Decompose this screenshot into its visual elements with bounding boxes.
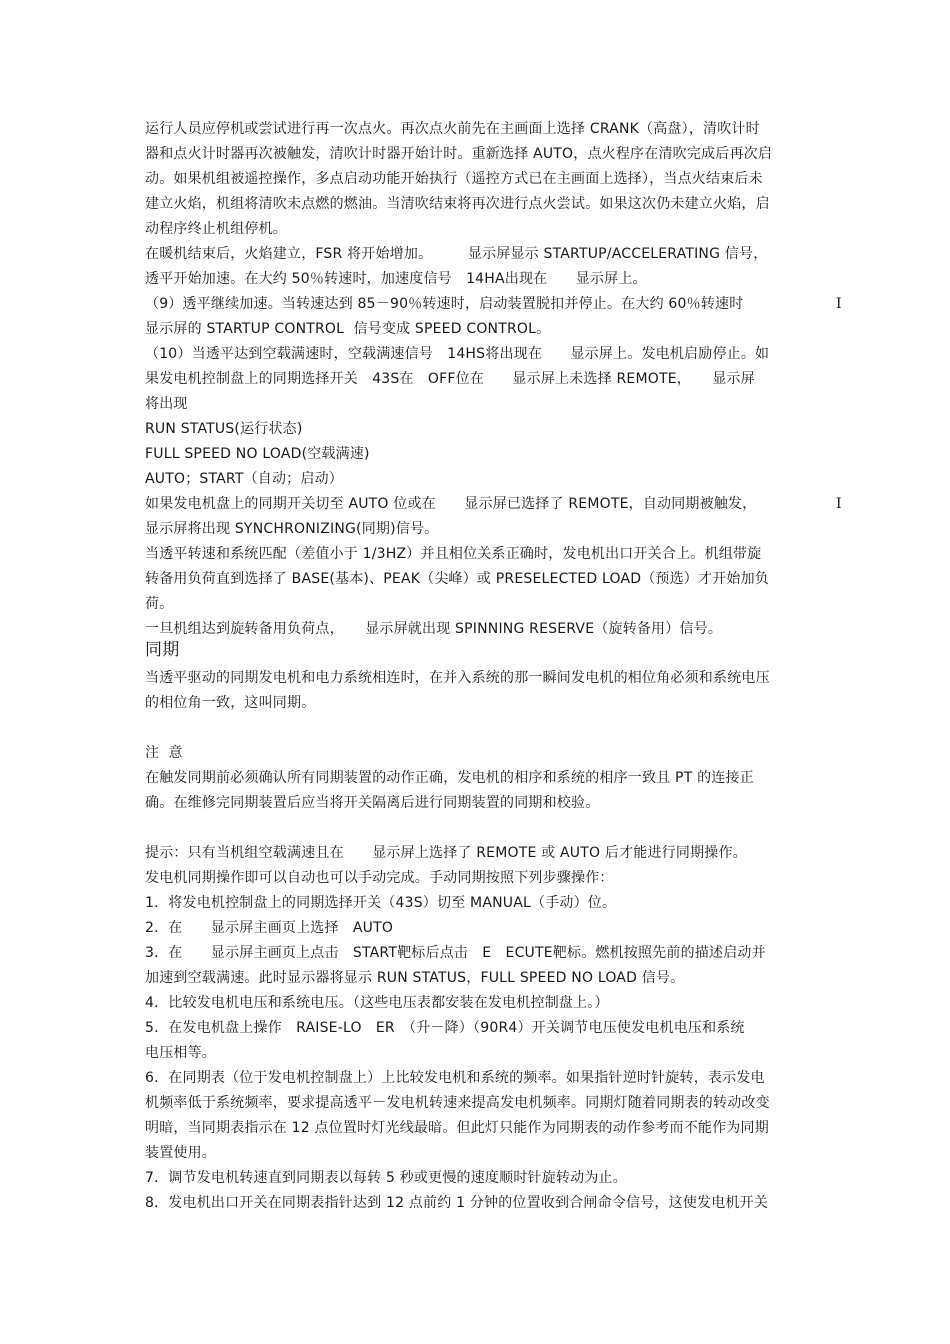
paragraph-line: 运行人员应停机或尝试进行再一次点火。再次点火前先在主画面上选择 CRANK（高盘），清吹计时 xyxy=(145,121,760,137)
step-line: 装置使用。 xyxy=(145,1145,216,1161)
status-line: FULL SPEED NO LOAD(空载满速) xyxy=(145,446,370,462)
step-line: 加速到空载满速。此时显示器将显示 RUN STATUS，FULL SPEED NO LOAD 信号。 xyxy=(145,970,685,986)
paragraph-line: 透平开始加速。在大约 50％转速时，加速度信号 14HA出现在 显示屏上。 xyxy=(145,271,647,287)
step-line: 7．调节发电机转速直到同期表以每转 5 秒或更慢的速度顺时针旋转动为止。 xyxy=(145,1170,627,1186)
step-line: 1．将发电机控制盘上的同期选择开关（43S）切至 MANUAL（手动）位。 xyxy=(145,895,617,911)
paragraph-line: 建立火焰，机组将清吹未点燃的燃油。当清吹结束将再次进行点火尝试。如果这次仍未建立火焰，启 xyxy=(145,196,770,212)
step-line: 4．比较发电机电压和系统电压。（这些电压表都安装在发电机控制盘上。） xyxy=(145,995,609,1011)
paragraph-line: 转备用负荷直到选择了 BASE(基本)、PEAK（尖峰）或 PRESELECTED LOAD（预选）才开始加负 xyxy=(145,571,770,587)
notice-line: 在触发同期前必须确认所有同期装置的动作正确，发电机的相序和系统的相序一致且 PT 的连接正 xyxy=(145,770,754,786)
notice-line: 确。在维修完同期装置后应当将开关隔离后进行同期装置的同期和校验。 xyxy=(145,795,600,811)
paragraph-line: 果发电机控制盘上的同期选择开关 43S在 OFF位在 显示屏上未选择 REMOTE， 显示屏 xyxy=(145,371,755,387)
paragraph-line: 动程序终止机组停机。 xyxy=(145,221,287,237)
step-line: 3．在 显示屏主画页上点击 START靶标后点击 E ECUTE靶标。燃机按照先前的描述启动并 xyxy=(145,945,766,961)
step-line: 机频率低于系统频率，要求提高透平－发电机转速来提高发电机频率。同期灯随着同期表的转动改变 xyxy=(145,1095,770,1111)
status-line: AUTO；START（自动；启动） xyxy=(145,471,343,487)
paragraph-line: 将出现 xyxy=(145,396,188,412)
step-line: 8．发电机出口开关在同期表指针达到 12 点前约 1 分钟的位置收到合闸命令信号，这使发电机开关 xyxy=(145,1195,769,1211)
paragraph-line: 动。如果机组被遥控操作，多点启动功能开始执行（遥控方式已在主画面上选择），当点火结束后未 xyxy=(145,171,763,187)
tip-line: 提示：只有当机组空载满速且在 显示屏上选择了 REMOTE 或 AUTO 后才能进行同期操作。 xyxy=(145,845,747,861)
paragraph-line: 如果发电机盘上的同期开关切至 AUTO 位或在 显示屏已选择了 REMOTE，自动同期被触发， xyxy=(145,496,757,512)
paragraph-line: 显示屏的 STARTUP CONTROL 信号变成 SPEED CONTROL。 xyxy=(145,321,551,337)
step-line: 电压相等。 xyxy=(145,1045,216,1061)
notice-heading: 注 意 xyxy=(145,745,183,761)
status-line: RUN STATUS(运行状态) xyxy=(145,421,303,437)
paragraph-line: 当透平转速和系统匹配（差值小于 1/3HZ）并且相位关系正确时，发电机出口开关合上。机组带旋 xyxy=(145,546,762,562)
paragraph-line: 一旦机组达到旋转备用负荷点， 显示屏就出现 SPINNING RESERVE（旋转备用）信号。 xyxy=(145,621,723,637)
paragraph-line: 发电机同期操作即可以自动也可以手动完成。手动同期按照下列步骤操作： xyxy=(145,870,614,886)
step-line: 6．在同期表（位于发电机控制盘上）上比较发电机和系统的频率。如果指针逆时针旋转，表示发电 xyxy=(145,1070,765,1086)
paragraph-line: 当透平驱动的同期发电机和电力系统相连时，在并入系统的那一瞬间发电机的相位角必须和系统电压 xyxy=(145,670,770,686)
paragraph-line: 的相位角一致，这叫同期。 xyxy=(145,695,316,711)
step-line: 2．在 显示屏主画页上选择 AUTO xyxy=(145,920,394,936)
paragraph-line: 显示屏将出现 SYNCHRONIZING(同期)信号。 xyxy=(145,521,439,537)
paragraph-line: （9）透平继续加速。当转速达到 85－90％转速时，启动装置脱扣并停止。在大约 60％转速时 xyxy=(145,296,744,312)
paragraph-line: 器和点火计时器再次被触发，清吹计时器开始计时。重新选择 AUTO，点火程序在清吹完成后再次启 xyxy=(145,146,773,162)
step-line: 5．在发电机盘上操作 RAISE-LO ER （升－降）（90R4）开关调节电压使发电机电压和系统 xyxy=(145,1020,745,1036)
section-heading: 同期 xyxy=(145,640,180,660)
step-line: 明暗，当同期表指示在 12 点位置时灯光线最暗。但此灯只能作为同期表的动作参考而不能作为同期 xyxy=(145,1120,769,1136)
margin-mark: I xyxy=(836,296,842,312)
paragraph-line: 在暖机结束后，火焰建立，FSR 将开始增加。 显示屏显示 STARTUP/ACCELERATING 信号， xyxy=(145,246,768,262)
paragraph-line: （10）当透平达到空载满速时，空载满速信号 14HS将出现在 显示屏上。发电机启励停止。如 xyxy=(145,346,770,362)
margin-mark: I xyxy=(836,496,842,512)
paragraph-line: 荷。 xyxy=(145,596,174,612)
